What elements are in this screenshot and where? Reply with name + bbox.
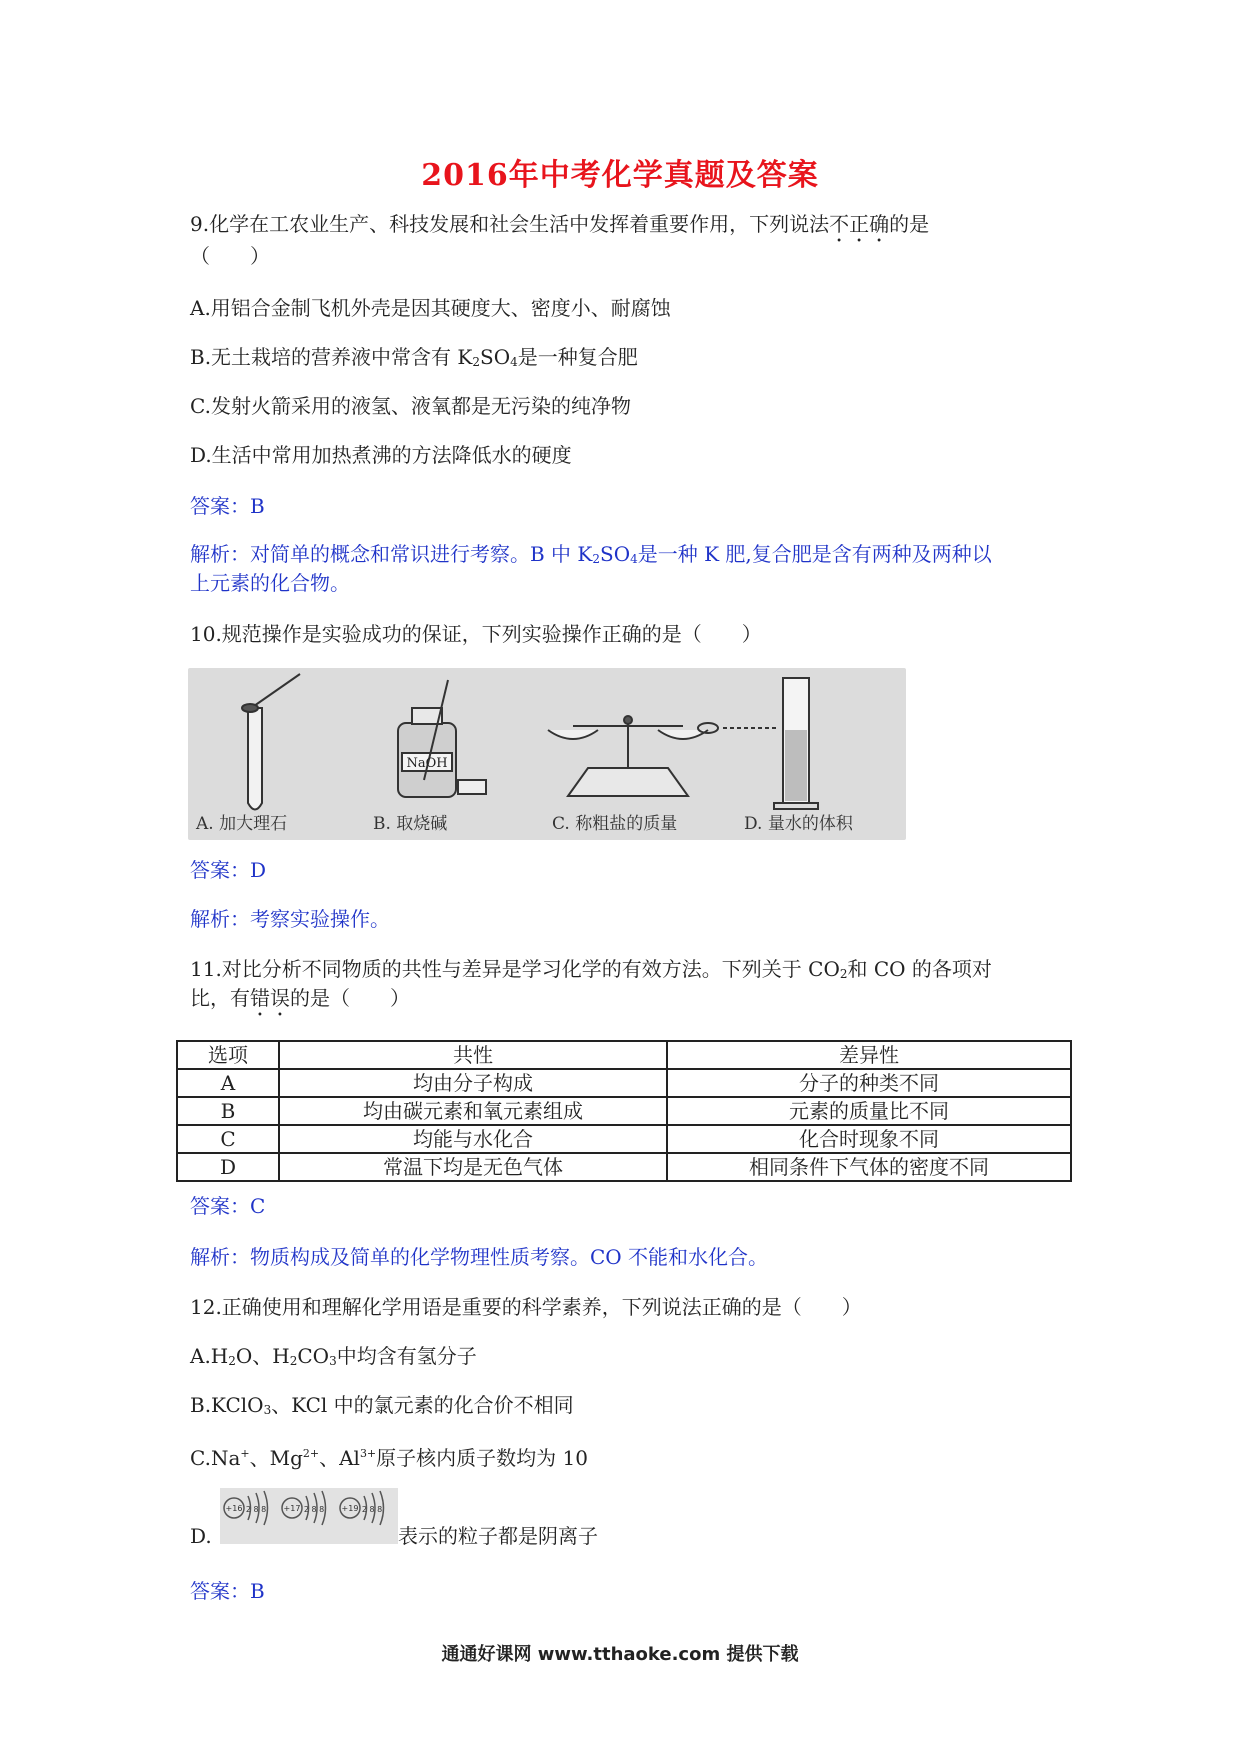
- q9-option-b-sub: 2: [472, 355, 480, 369]
- nucleus-label: +17: [283, 1504, 301, 1513]
- table-row: [177, 1125, 1071, 1153]
- q10-answer: 答案：D: [190, 858, 267, 882]
- q9-analysis-end: 是一种 K 肥,复合肥是含有两种及两种以: [637, 542, 992, 566]
- table-cell: 均由分子构成: [279, 1069, 667, 1097]
- table-cell: 均由碳元素和氧元素组成: [279, 1097, 667, 1125]
- q12-option-c: [190, 1440, 588, 1472]
- balance-icon: [548, 716, 708, 796]
- q9-option-d: D.生活中常用加热煮沸的方法降低水的硬度: [190, 443, 572, 467]
- table-cell: 常温下均是无色气体: [279, 1153, 667, 1181]
- q12-b-sub: 3: [263, 1403, 272, 1417]
- q9-analysis-sub2: 4: [630, 552, 638, 566]
- q9-analysis-line2: 上元素的化合物。: [190, 571, 350, 595]
- q9-stem-text-end: 的是: [889, 212, 930, 236]
- q9-option-b-text: B.无土栽培的营养液中常含有 K: [190, 345, 473, 369]
- q9-analysis-text: 解析：对简单的概念和常识进行考察。B 中 K: [190, 542, 593, 566]
- table-cell: A: [177, 1069, 279, 1097]
- q12-b-text2: 、KCl 中的氯元素的化合价不相同: [271, 1393, 574, 1417]
- table-row: [177, 1153, 1071, 1181]
- q12-a-text2: O、H: [235, 1344, 290, 1368]
- table-header-cell: 共性: [279, 1041, 667, 1069]
- q10-stem: 10.规范操作是实验成功的保证，下列实验操作正确的是（ ）: [190, 622, 762, 646]
- page-footer: 通通好课网 www.tthaoke.com 提供下载: [441, 1644, 799, 1665]
- reagent-bottle-icon: [398, 680, 486, 797]
- table-cell: 分子的种类不同: [667, 1069, 1071, 1097]
- table-cell: C: [177, 1125, 279, 1153]
- table-header-cell: 选项: [177, 1041, 279, 1069]
- q12-c-text4: 原子核内质子数均为 10: [376, 1446, 588, 1470]
- q11-stem2-emphasis: 错误: [250, 986, 290, 1010]
- q12-option-d-text: 表示的粒子都是阴离子: [398, 1524, 598, 1548]
- q12-answer: 答案：B: [190, 1579, 265, 1603]
- fig-label-d: D. 量水的体积: [744, 814, 853, 834]
- q11-stem2-end: 的是（ ）: [290, 986, 410, 1010]
- q12-c-sup3: 3+: [359, 1447, 377, 1460]
- table-cell: 化合时现象不同: [667, 1125, 1071, 1153]
- q9-option-b-mid: SO: [480, 345, 511, 369]
- table-row: [177, 1069, 1071, 1097]
- q11-stem-text-end: 和 CO 的各项对: [847, 957, 992, 981]
- q12-option-a: [190, 1342, 477, 1375]
- q9-option-b: [190, 343, 638, 376]
- q9-stem-emphasis: 不正确: [829, 212, 890, 236]
- document-title: 2016年中考化学真题及答案: [421, 158, 819, 193]
- q12-c-text2: 、Mg: [249, 1446, 303, 1470]
- q12-a-text: A.H: [190, 1344, 229, 1368]
- ion-structure-figure: [220, 1488, 398, 1544]
- fig-label-c: C. 称粗盐的质量: [552, 814, 678, 834]
- q12-a-text4: 中均含有氢分子: [336, 1344, 477, 1368]
- table-cell: 元素的质量比不同: [667, 1097, 1071, 1125]
- q12-c-sup2: 2+: [302, 1447, 320, 1460]
- shell-label: 2 8 8: [245, 1505, 267, 1514]
- q12-option-d-prefix: D.: [190, 1524, 212, 1548]
- q12-stem: 12.正确使用和理解化学用语是重要的科学素养，下列说法正确的是（ ）: [190, 1295, 862, 1319]
- q11-answer: 答案：C: [190, 1194, 266, 1218]
- table-header-cell: 差异性: [667, 1041, 1071, 1069]
- q11-stem2-text: 比，有: [190, 986, 250, 1010]
- table-cell: B: [177, 1097, 279, 1125]
- measuring-cylinder-icon: [698, 678, 818, 809]
- comparison-table: [176, 1040, 1072, 1182]
- ion-structure-drawing: [220, 1488, 398, 1544]
- q12-c-text3: 、Al: [319, 1446, 360, 1470]
- q12-a-sub: 2: [228, 1354, 236, 1368]
- q12-c-sup: +: [240, 1447, 250, 1460]
- shell-label: 2 8 8: [303, 1505, 325, 1514]
- naoh-label: NaOH: [406, 756, 448, 771]
- q9-stem: [190, 210, 929, 247]
- table-cell: 均能与水化合: [279, 1125, 667, 1153]
- q11-analysis: 解析：物质构成及简单的化学物理性质考察。CO 不能和水化合。: [190, 1245, 769, 1269]
- q9-option-a: A.用铝合金制飞机外壳是因其硬度大、密度小、耐腐蚀: [190, 296, 671, 320]
- lab-operations-figure: [188, 668, 906, 840]
- table-header-row: [177, 1041, 1071, 1069]
- q9-paren: （ ）: [190, 244, 270, 268]
- q9-stem-text: 9.化学在工农业生产、科技发展和社会生活中发挥着重要作用，下列说法: [190, 212, 830, 236]
- nucleus-label: +19: [341, 1504, 359, 1513]
- q12-a-sub2: 2: [289, 1354, 298, 1368]
- q11-stem-text: 11.对比分析不同物质的共性与差异是学习化学的有效方法。下列关于 CO: [190, 957, 840, 981]
- q10-analysis: 解析：考察实验操作。: [190, 907, 390, 931]
- fig-label-a: A. 加大理石: [196, 814, 288, 834]
- q9-option-c: C.发射火箭采用的液氢、液氧都是无污染的纯净物: [190, 394, 631, 418]
- q9-answer: 答案：B: [190, 494, 265, 518]
- q9-option-b-end: 是一种复合肥: [517, 345, 638, 369]
- table-cell: D: [177, 1153, 279, 1181]
- q9-analysis-mid: SO: [600, 542, 631, 566]
- q12-a-sub3: 3: [329, 1354, 337, 1368]
- fig-label-b: B. 取烧碱: [373, 814, 448, 834]
- q9-analysis-sub: 2: [592, 552, 600, 566]
- table-row: [177, 1097, 1071, 1125]
- q12-b-text: B.KClO: [190, 1393, 264, 1417]
- test-tube-icon: [242, 674, 300, 810]
- q11-stem-line2: [190, 984, 410, 1021]
- table-cell: 相同条件下气体的密度不同: [667, 1153, 1071, 1181]
- shell-label: 2 8 8: [361, 1505, 383, 1514]
- q12-option-b: [190, 1391, 574, 1424]
- q11-stem-sub: 2: [839, 967, 848, 981]
- nucleus-label: +16: [225, 1504, 243, 1513]
- q12-c-text: C.Na: [190, 1446, 241, 1470]
- q9-option-b-sub2: 4: [510, 355, 518, 369]
- q12-a-text3: CO: [297, 1344, 330, 1368]
